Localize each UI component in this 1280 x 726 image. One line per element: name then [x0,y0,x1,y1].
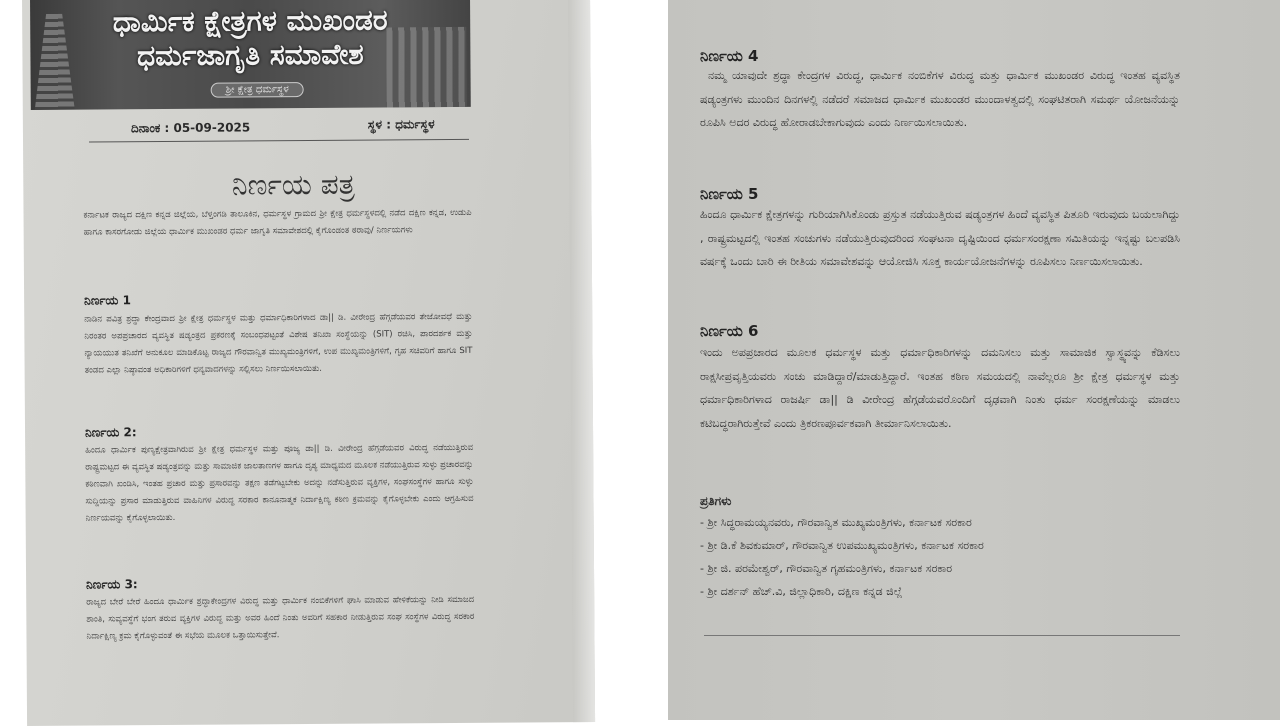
document-place: ಸ್ಥಳ : ಧರ್ಮಸ್ಥಳ [367,117,435,132]
copy-recipient: - ಶ್ರೀ ಜಿ. ಪರಮೇಶ್ವರ್, ಗೌರವಾನ್ವಿತ ಗೃಹಮಂತ್ರಿಗಳು, ಕರ್ನಾಟಕ ಸರಕಾರ [700,562,953,575]
copy-recipient: - ಶ್ರೀ ಸಿದ್ಧರಾಮಯ್ಯನವರು, ಗೌರವಾನ್ವಿತ ಮುಖ್ಯಮಂತ್ರಿಗಳು, ಕರ್ನಾಟಕ ಸರಕಾರ [700,516,972,529]
left-document-page [22,0,595,726]
banner-subtitle: ಶ್ರೀ ಕ್ಷೇತ್ರ ಧರ್ಮಸ್ಥಳ [211,82,304,98]
page-edge [568,0,595,722]
resolution-5-heading: ನಿರ್ಣಯ 5 [700,185,759,203]
copy-recipient: - ಶ್ರೀ ಡಿ.ಕೆ ಶಿವಕುಮಾರ್, ಗೌರವಾನ್ವಿತ ಉಪಮುಖ್ಯಮಂತ್ರಿಗಳು, ಕರ್ನಾಟಕ ಸರಕಾರ [700,539,984,552]
resolution-2-body: ಹಿಂದೂ ಧಾರ್ಮಿಕ ಪುಣ್ಯಕ್ಷೇತ್ರವಾಗಿರುವ ಶ್ರೀ ಕ್ಷೇತ್ರ ಧರ್ಮಸ್ಥಳ ಮತ್ತು ಪೂಜ್ಯ ಡಾ|| ಡಿ. ವೀರೇಂದ್ರ ಹೆಗ್ಗಡೆಯವರ ವಿರುದ್ಧ ನಡೆಯುತ್ತಿರುವ ರಾಷ್ಟ್ರಮಟ್ಟದ ಈ ವ್ಯವಸ್ಥಿತ ಷಡ್ಯಂತ್ರವನ್ನು ಮತ್ತು ಸಾಮಾಜಿಕ ಜಾಲತಾಣಗಳ ಹಾಗೂ ದೃಶ್ಯ ಮಾಧ್ಯಮದ ಮೂಲಕ ನಡೆಯುತ್ತಿರುವ ಸುಳ್ಳು ಪ್ರಚಾರವನ್ನು ಕಠಿಣವಾಗಿ ಖಂಡಿಸಿ, ಇಂತಹ ಪ್ರಚಾರ ಮತ್ತು ಪ್ರಸಾರವನ್ನು ತಕ್ಷಣ ತಡೆಗಟ್ಟಬೇಕು ಅದನ್ನು ನಡೆಸುತ್ತಿರುವ ವ್ಯಕ್ತಿಗಳ, ಸಂಘಸಂಸ್ಥೆಗಳ ಹಾಗೂ ಸುಳ್ಳು ಸುದ್ದಿಯನ್ನು ಪ್ರಸಾರ ಮಾಡುತ್ತಿರುವ ವಾಹಿನಿಗಳ ವಿರುದ್ಧ ಸರಕಾರ ಕಾನೂನಾತ್ಮಕ ನಿರ್ದಾಕ್ಷಿಣ್ಯ ಕಠಿಣ ಕ್ರಮವನ್ನು ಕೈಗೊಳ್ಳಬೇಕು ಎಂದು ಆಗ್ರಹಿಸುವ ನಿರ್ಣಯವನ್ನು ಕೈಗೊಳ್ಳಲಾಯಿತು. [85,442,474,524]
divider [89,139,469,143]
signature-line [704,635,1180,636]
resolution-4-body: ನಮ್ಮ ಯಾವುದೇ ಶ್ರದ್ಧಾ ಕೇಂದ್ರಗಳ ವಿರುದ್ಧ, ಧಾರ್ಮಿಕ ನಂಬಿಕೆಗಳ ವಿರುದ್ಧ ಮತ್ತು ಧಾರ್ಮಿಕ ಮುಖಂಡರ ವಿರುದ್ಧ ಇಂತಹ ವ್ಯವಸ್ಥಿತ ಷಡ್ಯಂತ್ರಗಳು ಮುಂದಿನ ದಿನಗಳಲ್ಲಿ ನಡೆದರೆ ಸಮಾಜದ ಧಾರ್ಮಿಕ ಮುಖಂಡರ ಮುಂದಾಳತ್ವದಲ್ಲಿ ಸಂಘಟಿತರಾಗಿ ಸಮರ್ಥ ಯೋಜನೆಯನ್ನು ರೂಪಿಸಿ ಅದರ ವಿರುದ್ಧ ಹೋರಾಡಬೇಕಾಗುವುದು ಎಂದು ನಿರ್ಣಯಿಸಲಾಯಿತು. [700,69,1180,129]
document-date: ದಿನಾಂಕ : 05-09-2025 [130,120,251,136]
resolution-1-body: ನಾಡಿನ ಪವಿತ್ರ ಶ್ರದ್ಧಾ ಕೇಂದ್ರವಾದ ಶ್ರೀ ಕ್ಷೇತ್ರ ಧರ್ಮಸ್ಥಳ ಮತ್ತು ಧರ್ಮಾಧಿಕಾರಿಗಳಾದ ಡಾ|| ಡಿ. ವೀರೇಂದ್ರ ಹೆಗ್ಗಡೆಯವರ ತೇಜೋವಧೆ ಮತ್ತು ನಿರಂತರ ಅಪಪ್ರಚಾರದ ವ್ಯವಸ್ಥಿತ ಷಡ್ಯಂತ್ರದ ಪ್ರಕರಣಕ್ಕೆ ಸಂಬಂಧಪಟ್ಟಂತೆ ವಿಶೇಷ ತನಿಖಾ ಸಂಸ್ಥೆಯನ್ನು (SIT) ರಚಿಸಿ, ಪಾರದರ್ಶಕ ಮತ್ತು ನ್ಯಾಯಯುತ ತನಿಖೆಗೆ ಅನುಕೂಲ ಮಾಡಿಕೊಟ್ಟ ರಾಜ್ಯದ ಗೌರವಾನ್ವಿತ ಮುಖ್ಯಮಂತ್ರಿಗಳಿಗೆ, ಉಪ ಮುಖ್ಯಮಂತ್ರಿಗಳಿಗೆ, ಗೃಹ ಸಚಿವರಿಗೆ ಹಾಗೂ SIT ತಂಡದ ಎಲ್ಲಾ ನಿಷ್ಠಾವಂತ ಅಧಿಕಾರಿಗಳಿಗೆ ಧನ್ಯವಾದಗಳನ್ನು ಸಲ್ಲಿಸಲು ನಿರ್ಣಯಿಸಲಾಯಿತು. [84,311,473,376]
resolution-5-body: ಹಿಂದೂ ಧಾರ್ಮಿಕ ಕ್ಷೇತ್ರಗಳನ್ನು ಗುರಿಯಾಗಿಸಿಕೊಂಡು ಪ್ರಸ್ತುತ ನಡೆಯುತ್ತಿರುವ ಷಡ್ಯಂತ್ರಗಳ ಹಿಂದೆ ವ್ಯವಸ್ಥಿತ ಪಿತೂರಿ ಇರುವುದು ಬಯಲಾಗಿದ್ದು , ರಾಷ್ಟ್ರಮಟ್ಟದಲ್ಲಿ ಇಂತಹ ಸಂಚುಗಳು ನಡೆಯುತ್ತಿರುವುದರಿಂದ ಸಂಘಟನಾ ದೃಷ್ಟಿಯಿಂದ ಧರ್ಮಸಂರಕ್ಷಣಾ ಸಮಿತಿಯನ್ನು ಇನ್ನಷ್ಟು ಬಲಪಡಿಸಿ ವರ್ಷಕ್ಕೆ ಒಂದು ಬಾರಿ ಈ ರೀತಿಯ ಸಮಾವೇಶವನ್ನು ಆಯೋಜಿಸಿ ಸೂಕ್ತ ಕಾರ್ಯಯೋಜನೆಗಳನ್ನು ರೂಪಿಸಲು ನಿರ್ಣಯಿಸಲಾಯಿತು. [700,208,1180,268]
event-banner [30,0,471,110]
right-document-page [668,0,1280,720]
resolution-4-heading: ನಿರ್ಣಯ 4 [700,47,759,65]
resolution-2-heading: ನಿರ್ಣಯ 2: [85,425,137,440]
document-title: ನಿರ್ಣಯ ಪತ್ರ [231,167,355,202]
copy-recipient: - ಶ್ರೀ ದರ್ಶನ್ ಹೆಚ್.ವಿ, ಜಿಲ್ಲಾಧಿಕಾರಿ, ದಕ್ಷಿಣ ಕನ್ನಡ ಜಿಲ್ಲೆ [700,585,903,598]
resolution-1-heading: ನಿರ್ಣಯ 1 [84,293,131,308]
banner-title-line1: ಧಾರ್ಮಿಕ ಕ್ಷೇತ್ರಗಳ ಮುಖಂಡರ [112,3,388,39]
resolution-6-body: ಇಂದು ಅಪಪ್ರಚಾರದ ಮೂಲಕ ಧರ್ಮಸ್ಥಳ ಮತ್ತು ಧರ್ಮಾಧಿಕಾರಿಗಳನ್ನು ದಮನಿಸಲು ಮತ್ತು ಸಾಮಾಜಿಕ ಸ್ವಾಸ್ಥ್ಯವನ್ನು ಕೆಡಿಸಲು ರಾಕ್ಷಸೀಪ್ರವೃತ್ತಿಯವರು ಸಂಚು ಮಾಡಿದ್ದಾರೆ/ಮಾಡುತ್ತಿದ್ದಾರೆ. ಇಂತಹ ಕಠಿಣ ಸಮಯದಲ್ಲಿ ನಾವೆಲ್ಲರೂ ಶ್ರೀ ಕ್ಷೇತ್ರ ಧರ್ಮಸ್ಥಳ ಮತ್ತು ಧರ್ಮಾಧಿಕಾರಿಗಳಾದ ರಾಜರ್ಷಿ ಡಾ|| ಡಿ ವೀರೇಂದ್ರ ಹೆಗ್ಗಡೆಯವರೊಂದಿಗೆ ದೃಢವಾಗಿ ನಿಂತು ಧರ್ಮ ಸಂರಕ್ಷಣೆಯನ್ನು ಮಾಡಲು ಕಟಿಬದ್ಧರಾಗಿರುತ್ತೇವೆ ಎಂದು ತ್ರಿಕರಣಪೂರ್ವಕವಾಗಿ ತೀರ್ಮಾನಿಸಲಾಯಿತು. [700,346,1180,430]
banner-title-line2: ಧರ್ಮಜಾಗೃತಿ ಸಮಾವೇಶ [136,37,364,73]
copies-heading: ಪ್ರತಿಗಳು [700,494,732,508]
resolution-3-body: ರಾಜ್ಯದ ಬೇರೆ ಬೇರೆ ಹಿಂದೂ ಧಾರ್ಮಿಕ ಶ್ರದ್ಧಾಕೇಂದ್ರಗಳ ವಿರುದ್ಧ ಮತ್ತು ಧಾರ್ಮಿಕ ನಂಬಿಕೆಗಳಿಗೆ ಘಾಸಿ ಮಾಡುವ ಹೇಳಿಕೆಯನ್ನು ನೀಡಿ ಸಮಾಜದ ಶಾಂತಿ, ಸುವ್ಯವಸ್ಥೆಗೆ ಭಂಗ ತರುವ ವ್ಯಕ್ತಿಗಳ ವಿರುದ್ಧ ಮತ್ತು ಅವರ ಹಿಂದೆ ನಿಂತು ಅವರಿಗೆ ಸಹಕಾರ ನೀಡುತ್ತಿರುವ ಸಂಘ ಸಂಸ್ಥೆಗಳ ವಿರುದ್ಧ ಸರಕಾರ ನಿರ್ದಾಕ್ಷಿಣ್ಯ ಕ್ರಮ ಕೈಗೊಳ್ಳುವಂತೆ ಈ ಸಭೆಯ ಮೂಲಕ ಒತ್ತಾಯಿಸುತ್ತೇವೆ. [86,594,475,642]
intro-paragraph: ಕರ್ನಾಟಕ ರಾಜ್ಯದ ದಕ್ಷಿಣ ಕನ್ನಡ ಜಿಲ್ಲೆಯ, ಬೆಳ್ತಂಗಡಿ ತಾಲೂಕಿನ, ಧರ್ಮಸ್ಥಳ ಗ್ರಾಮದ ಶ್ರೀ ಕ್ಷೇತ್ರ ಧರ್ಮಸ್ಥಳದಲ್ಲಿ ನಡೆದ ದಕ್ಷಿಣ ಕನ್ನಡ, ಉಡುಪಿ ಹಾಗೂ ಕಾಸರಗೋಡು ಜಿಲ್ಲೆಯ ಧಾರ್ಮಿಕ ಮುಖಂಡರ ಧರ್ಮ ಜಾಗೃತಿ ಸಮಾವೇಶದಲ್ಲಿ ಕೈಗೊಂಡಂತ ಠರಾವು/ ನಿರ್ಣಯಗಳು [83,207,472,238]
resolution-3-heading: ನಿರ್ಣಯ 3: [86,577,138,592]
resolution-6-heading: ನಿರ್ಣಯ 6 [700,322,759,340]
